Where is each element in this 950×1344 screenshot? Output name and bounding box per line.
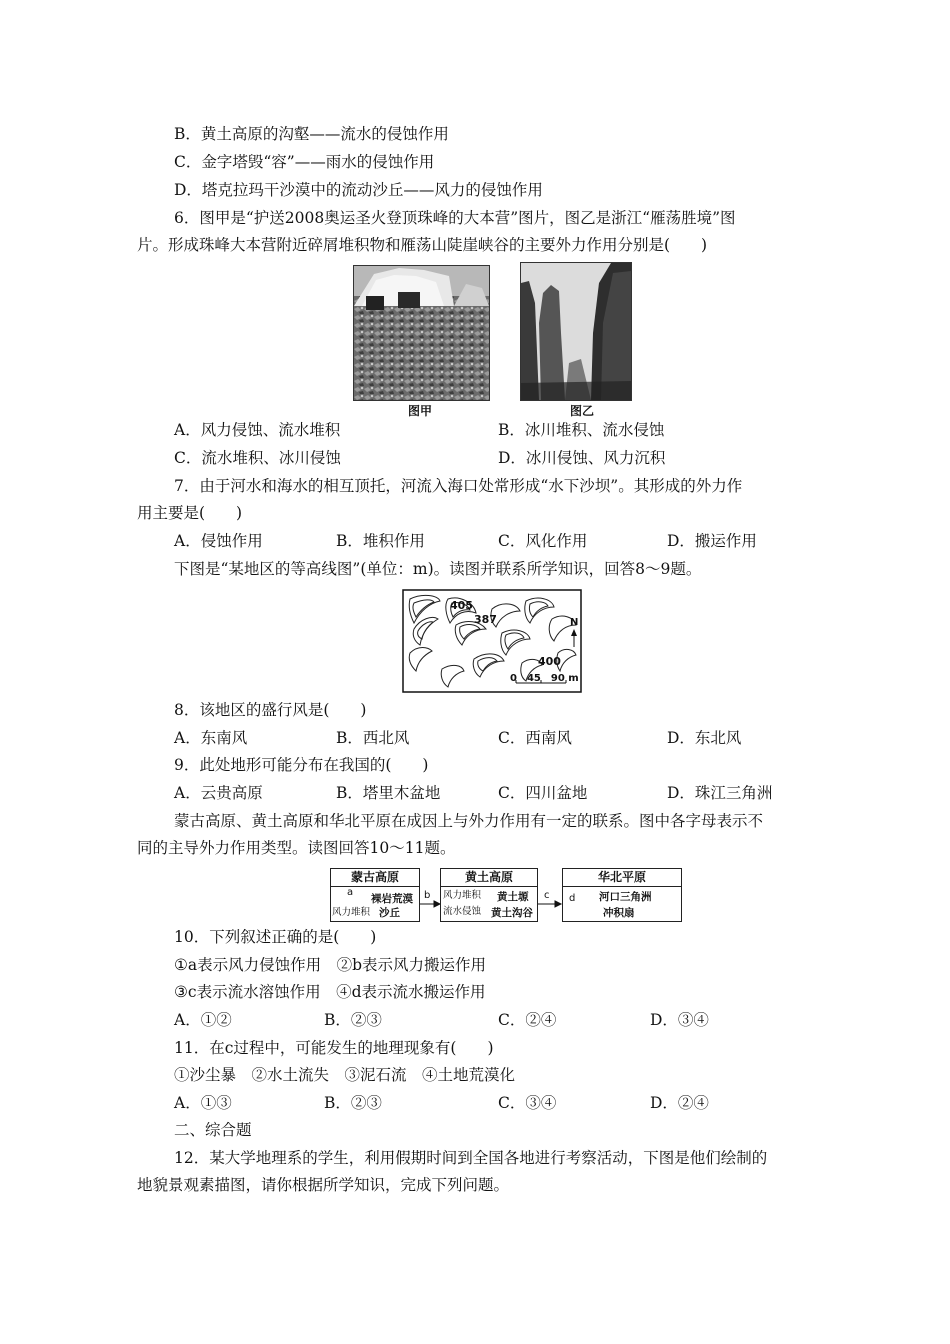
photo-caption-b: 图乙 [570, 404, 595, 418]
estuary-delta: 河口三角洲 [599, 891, 652, 903]
photo-everest-base-camp [353, 265, 490, 401]
section-comprehensive-heading: 二、综合题 [174, 1121, 252, 1139]
q12-stem-line1: 12．某大学地理系的学生，利用假期时间到全国各地进行考察活动，下图是他们绘制的 [174, 1149, 768, 1167]
box-loess-plateau [440, 868, 538, 922]
q11-stem: 11．在c过程中，可能发生的地理现象有( ) [174, 1039, 494, 1057]
process-b-label: b [424, 890, 431, 901]
contour-label-405: 405 [450, 599, 473, 612]
box-mongolian-plateau [330, 868, 420, 922]
q8-option-a: A．东南风 [174, 729, 248, 747]
photo-caption-a: 图甲 [408, 404, 433, 418]
contour-label-387: 387 [474, 613, 497, 626]
landform-flow-diagram [330, 866, 682, 924]
box-north-china-plain [562, 868, 682, 922]
sand-dunes: 沙丘 [379, 907, 400, 919]
q9-option-c: C．四川盆地 [498, 784, 588, 802]
water-erosion-label: 流水侵蚀 [443, 906, 482, 917]
q11-option-b: B．②③ [324, 1094, 382, 1112]
q10-option-c: C．②④ [498, 1011, 557, 1029]
q10-statements-1: ①a表示风力侵蚀作用 ②b表示风力搬运作用 [174, 956, 487, 974]
box-north-china-plain-title: 华北平原 [563, 869, 681, 887]
process-d-label: d [569, 893, 576, 904]
q8-option-c: C．西南风 [498, 729, 572, 747]
q10-statements-2: ③c表示流水溶蚀作用 ④d表示流水搬运作用 [174, 983, 486, 1001]
q7-option-b: B．堆积作用 [336, 532, 425, 550]
q9-option-a: A．云贵高原 [174, 784, 263, 802]
q5-option-c: C．金字塔毁“容”——雨水的侵蚀作用 [174, 153, 435, 171]
process-a-label: a [347, 887, 354, 898]
box-loess-plateau-title: 黄土高原 [441, 869, 537, 887]
q7-stem-line2: 用主要是( ) [137, 504, 243, 522]
q10-stem: 10．下列叙述正确的是( ) [174, 928, 377, 946]
q8-stem: 8．该地区的盛行风是( ) [174, 701, 367, 719]
alluvial-fan: 冲积扇 [603, 907, 635, 919]
q8-option-d: D．东北风 [667, 729, 742, 747]
q5-option-b: B．黄土高原的沟壑——流水的侵蚀作用 [174, 125, 449, 143]
q6-option-b: B．冰川堆积、流水侵蚀 [498, 421, 665, 439]
q6-option-a: A．风力侵蚀、流水堆积 [174, 421, 341, 439]
q10-option-a: A．①② [174, 1011, 232, 1029]
q11-items: ①沙尘暴 ②水土流失 ③泥石流 ④土地荒漠化 [174, 1066, 516, 1084]
q6-stem-line1: 6．图甲是“护送2008奥运圣火登顶珠峰的大本营”图片，图乙是浙江“雁荡胜境”图 [174, 209, 736, 227]
q6-stem-line2: 片。形成珠峰大本营附近碎屑堆积物和雁荡山陡崖峡谷的主要外力作用分别是( ) [137, 236, 708, 254]
q10-option-d: D．③④ [650, 1011, 709, 1029]
wind-deposition-label: 风力堆积 [332, 907, 371, 918]
intro-q10-11-line1: 蒙古高原、黄土高原和华北平原在成因上与外力作用有一定的联系。图中各字母表示不 [174, 812, 764, 830]
loess-tableland: 黄土塬 [497, 891, 529, 903]
loess-wind-deposition-label: 风力堆积 [443, 890, 482, 901]
photo-everest-base-camp-image [354, 266, 489, 400]
q11-option-c: C．③④ [498, 1094, 557, 1112]
q11-option-d: D．②④ [650, 1094, 709, 1112]
contour-map [402, 589, 582, 693]
q7-option-a: A．侵蚀作用 [174, 532, 263, 550]
scale-bar-label: 0 45 90 m [510, 673, 579, 684]
q6-option-c: C．流水堆积、冰川侵蚀 [174, 449, 341, 467]
q8-option-b: B．西北风 [336, 729, 410, 747]
photo-yandang-gorge-image [521, 263, 631, 400]
q5-option-d: D．塔克拉玛干沙漠中的流动沙丘——风力的侵蚀作用 [174, 181, 543, 199]
q6-option-d: D．冰川侵蚀、风力沉积 [498, 449, 666, 467]
q7-option-c: C．风化作用 [498, 532, 588, 550]
box-mongolian-plateau-title: 蒙古高原 [331, 869, 419, 887]
q9-stem: 9．此处地形可能分布在我国的( ) [174, 756, 429, 774]
loess-gully: 黄土沟谷 [491, 907, 533, 919]
intro-q8-9: 下图是“某地区的等高线图”(单位：m)。读图并联系所学知识，回答8～9题。 [174, 560, 702, 578]
q7-option-d: D．搬运作用 [667, 532, 757, 550]
north-arrow-label: N [570, 617, 579, 628]
q10-option-b: B．②③ [324, 1011, 382, 1029]
contour-label-400: 400 [538, 655, 561, 668]
q9-option-b: B．塔里木盆地 [336, 784, 441, 802]
process-c-label: c [544, 890, 550, 901]
q9-option-d: D．珠江三角洲 [667, 784, 773, 802]
q7-stem-line1: 7．由于河水和海水的相互顶托，河流入海口处常形成“水下沙坝”。其形成的外力作 [174, 477, 743, 495]
q11-option-a: A．①③ [174, 1094, 232, 1112]
photo-yandang-gorge [520, 262, 632, 401]
intro-q10-11-line2: 同的主导外力作用类型。读图回答10～11题。 [137, 839, 456, 857]
q12-stem-line2: 地貌景观素描图，请你根据所学知识，完成下列问题。 [137, 1176, 510, 1194]
bare-rock-desert: 裸岩荒漠 [371, 893, 413, 905]
